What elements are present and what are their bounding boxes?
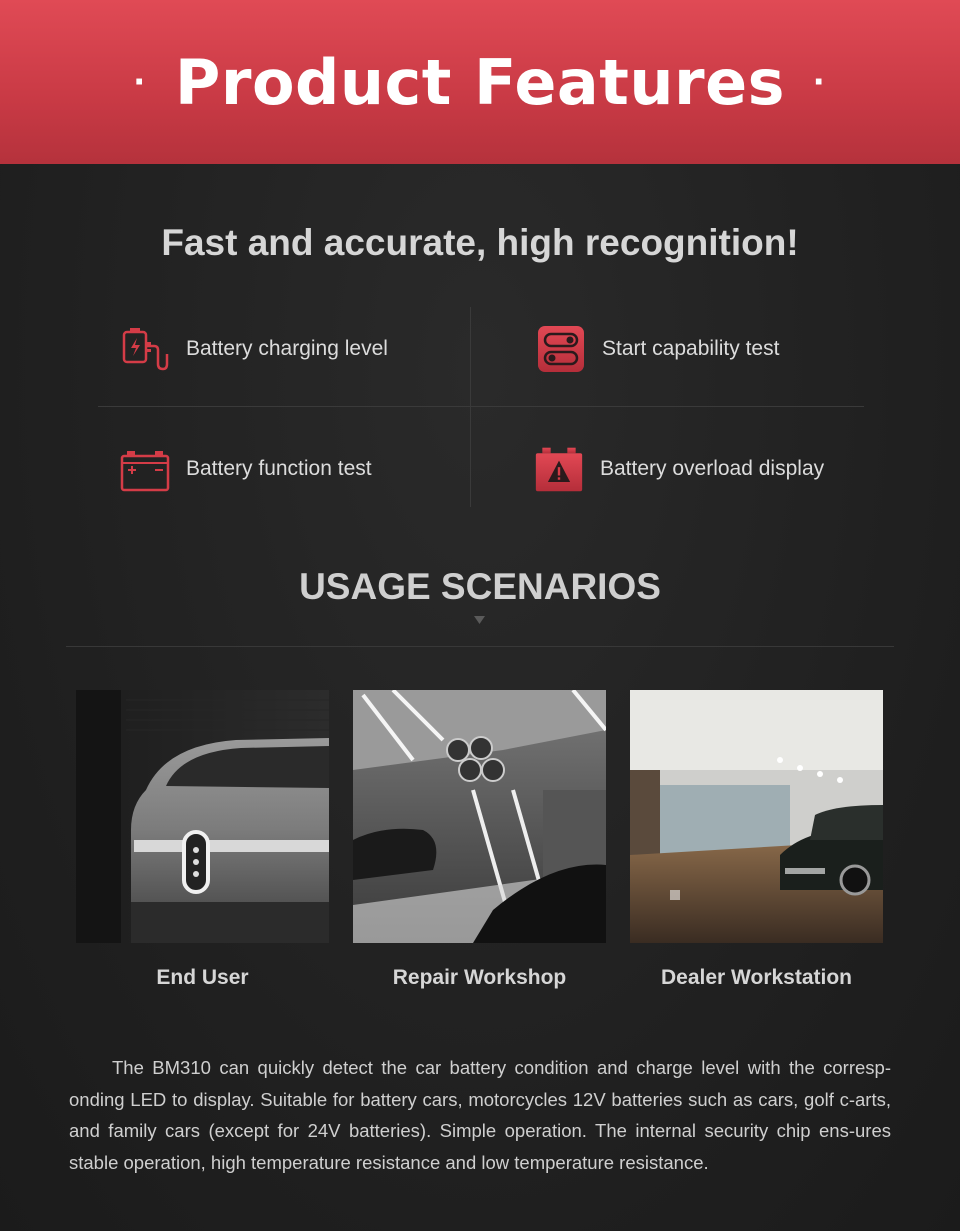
feature-label: Battery function test (186, 457, 372, 480)
dealer-workstation-image (630, 690, 883, 943)
feature-item (120, 439, 372, 499)
features-subtitle: Fast and accurate, high recognition! (161, 222, 799, 263)
scene-label: Repair Workshop (392, 966, 567, 989)
features-grid (98, 307, 864, 507)
toggle-switch-icon (536, 324, 586, 374)
product-description: The BM310 can quickly detect the car battery condition and charge level with the corresp-onding LED to display. Suitable for battery cars, motorcycles 12V batteries such as cars, golf c-arts, and family cars (except for 24V batteries). Simple operation. The internal security chip ens-ures stable operation, high temperature resistance and low temperature resistance. (69, 1057, 891, 1173)
grid-divider-horizontal (98, 406, 864, 407)
feature-label: Start capability test (602, 337, 780, 360)
usage-scenarios-title: USAGE SCENARIOS (299, 566, 661, 607)
feature-item (536, 319, 779, 379)
end-user-image (76, 690, 329, 943)
battery-charging-icon (120, 324, 170, 374)
feature-label: Battery charging level (186, 337, 388, 360)
caret-down-icon (474, 616, 485, 624)
header-banner (0, 0, 960, 164)
title-bullet-left: · (133, 59, 147, 104)
page-title: Product Features (174, 45, 786, 119)
scene-label: Dealer Workstation (661, 966, 852, 989)
scene-label: End User (156, 966, 249, 989)
battery-terminal-icon (120, 444, 170, 494)
battery-warning-icon (534, 444, 584, 494)
repair-workshop-image (353, 690, 606, 943)
title-bullet-right: · (813, 59, 827, 104)
feature-item (120, 319, 388, 379)
section-divider (66, 646, 894, 647)
feature-label: Battery overload display (600, 457, 825, 480)
grid-divider-vertical (470, 307, 471, 507)
feature-item (534, 439, 824, 499)
